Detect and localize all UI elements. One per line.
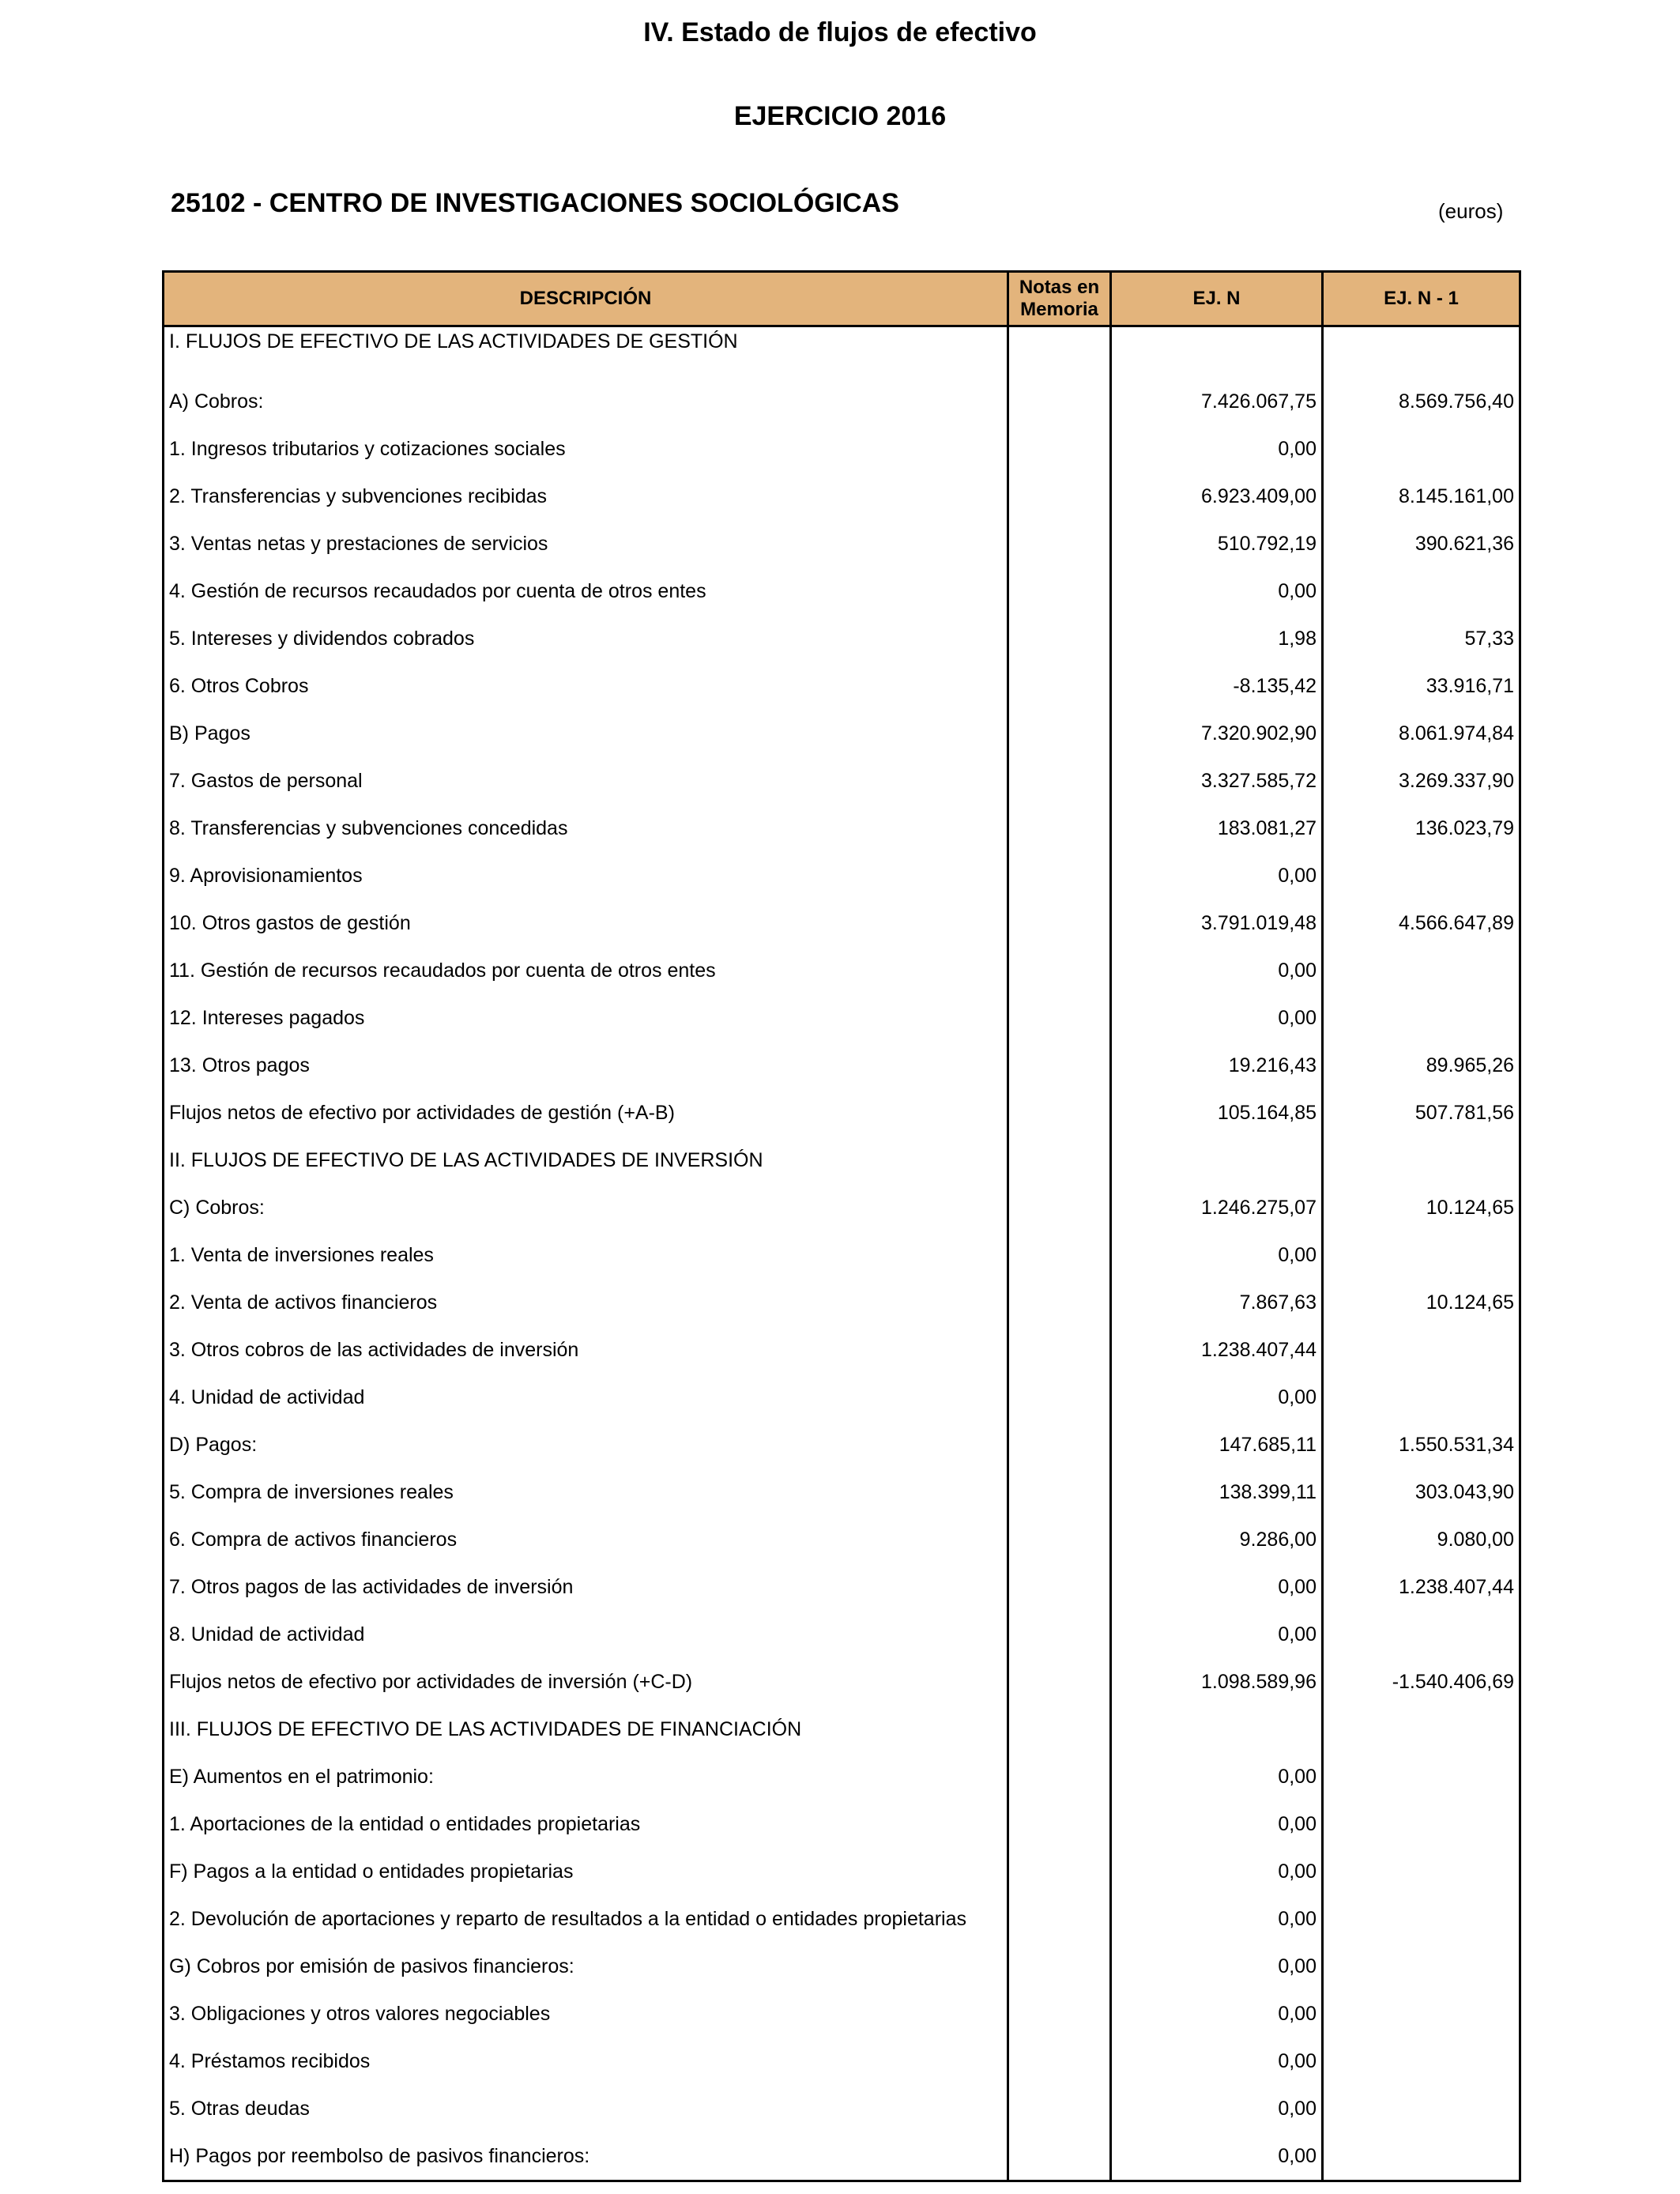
row-description: F) Pagos a la entidad o entidades propietarias — [164, 1848, 1008, 1895]
table-row — [164, 1943, 1520, 1990]
row-value-ej-n1 — [1323, 1231, 1520, 1279]
table-row — [164, 425, 1520, 473]
row-notes — [1008, 2038, 1111, 2085]
row-notes — [1008, 1800, 1111, 1848]
row-value-ej-n1: 89.965,26 — [1323, 1042, 1520, 1089]
row-description: 4. Gestión de recursos recaudados por cuenta de otros entes — [164, 567, 1008, 615]
row-description: Flujos netos de efectivo por actividades de gestión (+A-B) — [164, 1089, 1008, 1137]
row-notes — [1008, 947, 1111, 994]
row-notes — [1008, 1706, 1111, 1753]
row-description: 1. Venta de inversiones reales — [164, 1231, 1008, 1279]
row-value-ej-n: 19.216,43 — [1111, 1042, 1323, 1089]
row-value-ej-n: 6.923.409,00 — [1111, 473, 1323, 520]
row-value-ej-n1 — [1323, 1943, 1520, 1990]
table-row — [164, 1279, 1520, 1326]
currency-units: (euros) — [1438, 199, 1504, 223]
row-value-ej-n — [1111, 326, 1323, 379]
row-value-ej-n: 3.327.585,72 — [1111, 757, 1323, 805]
row-value-ej-n — [1111, 1137, 1323, 1184]
row-notes — [1008, 567, 1111, 615]
row-description: 6. Otros Cobros — [164, 662, 1008, 710]
row-value-ej-n: 0,00 — [1111, 1753, 1323, 1800]
column-header-ej-n: EJ. N — [1111, 272, 1323, 326]
row-value-ej-n1 — [1323, 1848, 1520, 1895]
row-notes — [1008, 2132, 1111, 2181]
row-description: 2. Transferencias y subvenciones recibidas — [164, 473, 1008, 520]
row-description: E) Aumentos en el patrimonio: — [164, 1753, 1008, 1800]
table-row — [164, 994, 1520, 1042]
row-notes — [1008, 1326, 1111, 1374]
row-value-ej-n: 0,00 — [1111, 994, 1323, 1042]
row-value-ej-n: 0,00 — [1111, 947, 1323, 994]
row-notes — [1008, 473, 1111, 520]
row-value-ej-n1: -1.540.406,69 — [1323, 1658, 1520, 1706]
row-notes — [1008, 852, 1111, 899]
row-notes — [1008, 615, 1111, 662]
row-value-ej-n1 — [1323, 1753, 1520, 1800]
row-notes — [1008, 994, 1111, 1042]
row-value-ej-n: 0,00 — [1111, 1611, 1323, 1658]
row-value-ej-n: 1.246.275,07 — [1111, 1184, 1323, 1231]
row-value-ej-n1: 303.043,90 — [1323, 1468, 1520, 1516]
row-value-ej-n1 — [1323, 1137, 1520, 1184]
row-value-ej-n: 0,00 — [1111, 1800, 1323, 1848]
row-notes — [1008, 2085, 1111, 2132]
table-row — [164, 1184, 1520, 1231]
row-notes — [1008, 378, 1111, 425]
row-value-ej-n: 1.238.407,44 — [1111, 1326, 1323, 1374]
row-notes — [1008, 1895, 1111, 1943]
row-description: 3. Ventas netas y prestaciones de servicios — [164, 520, 1008, 567]
table-row — [164, 899, 1520, 947]
table-row — [164, 1658, 1520, 1706]
row-value-ej-n1 — [1323, 425, 1520, 473]
table-row — [164, 2038, 1520, 2085]
row-description: 3. Obligaciones y otros valores negociables — [164, 1990, 1008, 2038]
row-value-ej-n: 0,00 — [1111, 1231, 1323, 1279]
table-row — [164, 1421, 1520, 1468]
row-value-ej-n: 0,00 — [1111, 1374, 1323, 1421]
row-value-ej-n: 0,00 — [1111, 1943, 1323, 1990]
fiscal-year-title: EJERCICIO 2016 — [733, 101, 947, 131]
row-value-ej-n1: 9.080,00 — [1323, 1516, 1520, 1563]
row-value-ej-n: 0,00 — [1111, 1895, 1323, 1943]
row-notes — [1008, 899, 1111, 947]
row-value-ej-n: 138.399,11 — [1111, 1468, 1323, 1516]
row-value-ej-n — [1111, 1706, 1323, 1753]
row-notes — [1008, 1848, 1111, 1895]
row-notes — [1008, 1374, 1111, 1421]
row-notes — [1008, 1468, 1111, 1516]
row-value-ej-n: 0,00 — [1111, 1563, 1323, 1611]
row-notes — [1008, 1990, 1111, 2038]
table-body — [164, 326, 1520, 2181]
row-value-ej-n: 0,00 — [1111, 567, 1323, 615]
row-value-ej-n: 3.791.019,48 — [1111, 899, 1323, 947]
column-header-descripcion: DESCRIPCIÓN — [164, 272, 1008, 326]
table-row — [164, 947, 1520, 994]
table-header-row — [164, 272, 1520, 326]
row-description: D) Pagos: — [164, 1421, 1008, 1468]
table-row — [164, 710, 1520, 757]
row-value-ej-n1 — [1323, 994, 1520, 1042]
row-description: 1. Ingresos tributarios y cotizaciones sociales — [164, 425, 1008, 473]
row-notes — [1008, 1611, 1111, 1658]
row-value-ej-n1 — [1323, 1706, 1520, 1753]
table-row — [164, 1089, 1520, 1137]
row-notes — [1008, 425, 1111, 473]
row-notes — [1008, 1042, 1111, 1089]
row-value-ej-n: 0,00 — [1111, 1848, 1323, 1895]
row-description: H) Pagos por reembolso de pasivos financieros: — [164, 2132, 1008, 2181]
table-row — [164, 1516, 1520, 1563]
table-row — [164, 1137, 1520, 1184]
entity-name: 25102 - CENTRO DE INVESTIGACIONES SOCIOLÓGICAS — [171, 188, 899, 218]
row-description: 10. Otros gastos de gestión — [164, 899, 1008, 947]
row-description: 8. Unidad de actividad — [164, 1611, 1008, 1658]
row-notes — [1008, 1089, 1111, 1137]
row-notes — [1008, 1516, 1111, 1563]
row-notes — [1008, 1753, 1111, 1800]
row-value-ej-n1 — [1323, 852, 1520, 899]
row-value-ej-n1 — [1323, 2085, 1520, 2132]
page-title: IV. Estado de flujos de efectivo — [643, 17, 1037, 47]
row-description: 5. Otras deudas — [164, 2085, 1008, 2132]
table-row — [164, 1800, 1520, 1848]
row-notes — [1008, 1658, 1111, 1706]
row-description: 2. Devolución de aportaciones y reparto de resultados a la entidad o entidades propietarias — [164, 1895, 1008, 1943]
row-notes — [1008, 710, 1111, 757]
table-row — [164, 805, 1520, 852]
row-description: Flujos netos de efectivo por actividades de inversión (+C-D) — [164, 1658, 1008, 1706]
row-value-ej-n1: 57,33 — [1323, 615, 1520, 662]
row-value-ej-n: 1.098.589,96 — [1111, 1658, 1323, 1706]
row-value-ej-n1: 8.061.974,84 — [1323, 710, 1520, 757]
row-notes — [1008, 757, 1111, 805]
row-value-ej-n1: 8.145.161,00 — [1323, 473, 1520, 520]
table-row — [164, 473, 1520, 520]
column-header-ej-n1: EJ. N - 1 — [1323, 272, 1520, 326]
table-row — [164, 1042, 1520, 1089]
row-value-ej-n1: 507.781,56 — [1323, 1089, 1520, 1137]
table-row — [164, 1706, 1520, 1753]
row-description: 6. Compra de activos financieros — [164, 1516, 1008, 1563]
row-description: III. FLUJOS DE EFECTIVO DE LAS ACTIVIDADES DE FINANCIACIÓN — [164, 1706, 1008, 1753]
table-row — [164, 1990, 1520, 2038]
row-description: B) Pagos — [164, 710, 1008, 757]
table-row — [164, 520, 1520, 567]
row-description: 4. Unidad de actividad — [164, 1374, 1008, 1421]
row-description: 12. Intereses pagados — [164, 994, 1008, 1042]
table-row — [164, 1753, 1520, 1800]
table-row — [164, 2085, 1520, 2132]
row-description: G) Cobros por emisión de pasivos financieros: — [164, 1943, 1008, 1990]
row-value-ej-n: -8.135,42 — [1111, 662, 1323, 710]
row-value-ej-n1 — [1323, 1990, 1520, 2038]
row-value-ej-n1: 136.023,79 — [1323, 805, 1520, 852]
row-value-ej-n: 0,00 — [1111, 852, 1323, 899]
table-row — [164, 378, 1520, 425]
table-row — [164, 567, 1520, 615]
row-value-ej-n: 1,98 — [1111, 615, 1323, 662]
row-value-ej-n1: 1.550.531,34 — [1323, 1421, 1520, 1468]
row-value-ej-n1: 390.621,36 — [1323, 520, 1520, 567]
row-value-ej-n: 0,00 — [1111, 2132, 1323, 2181]
row-value-ej-n1 — [1323, 1895, 1520, 1943]
row-notes — [1008, 1421, 1111, 1468]
row-notes — [1008, 1231, 1111, 1279]
row-description: 1. Aportaciones de la entidad o entidades propietarias — [164, 1800, 1008, 1848]
row-notes — [1008, 1137, 1111, 1184]
row-notes — [1008, 662, 1111, 710]
row-notes — [1008, 1184, 1111, 1231]
row-description: 4. Préstamos recibidos — [164, 2038, 1008, 2085]
row-value-ej-n: 7.320.902,90 — [1111, 710, 1323, 757]
row-value-ej-n1: 1.238.407,44 — [1323, 1563, 1520, 1611]
row-notes — [1008, 326, 1111, 379]
row-value-ej-n1 — [1323, 947, 1520, 994]
table-row — [164, 326, 1520, 379]
row-description: 5. Intereses y dividendos cobrados — [164, 615, 1008, 662]
table-row — [164, 1848, 1520, 1895]
row-value-ej-n1: 4.566.647,89 — [1323, 899, 1520, 947]
row-notes — [1008, 1563, 1111, 1611]
row-value-ej-n: 147.685,11 — [1111, 1421, 1323, 1468]
table-row — [164, 1611, 1520, 1658]
column-header-notas: Notas en Memoria — [1008, 272, 1111, 326]
table-row — [164, 852, 1520, 899]
table-row — [164, 2132, 1520, 2181]
table-row — [164, 1374, 1520, 1421]
row-description: 8. Transferencias y subvenciones concedidas — [164, 805, 1008, 852]
row-value-ej-n: 0,00 — [1111, 2038, 1323, 2085]
table-row — [164, 1231, 1520, 1279]
row-notes — [1008, 805, 1111, 852]
table-row — [164, 662, 1520, 710]
row-notes — [1008, 520, 1111, 567]
row-value-ej-n: 183.081,27 — [1111, 805, 1323, 852]
row-description: 9. Aprovisionamientos — [164, 852, 1008, 899]
row-description: 5. Compra de inversiones reales — [164, 1468, 1008, 1516]
row-value-ej-n: 0,00 — [1111, 2085, 1323, 2132]
table-row — [164, 1468, 1520, 1516]
row-value-ej-n1 — [1323, 567, 1520, 615]
row-value-ej-n: 9.286,00 — [1111, 1516, 1323, 1563]
row-value-ej-n1 — [1323, 1800, 1520, 1848]
row-description: I. FLUJOS DE EFECTIVO DE LAS ACTIVIDADES DE GESTIÓN — [164, 326, 1008, 379]
row-value-ej-n: 105.164,85 — [1111, 1089, 1323, 1137]
row-description: 11. Gestión de recursos recaudados por cuenta de otros entes — [164, 947, 1008, 994]
row-description: A) Cobros: — [164, 378, 1008, 425]
row-description: C) Cobros: — [164, 1184, 1008, 1231]
row-value-ej-n1 — [1323, 1374, 1520, 1421]
cash-flow-table — [162, 270, 1521, 2182]
row-value-ej-n: 0,00 — [1111, 425, 1323, 473]
row-description: 13. Otros pagos — [164, 1042, 1008, 1089]
row-description: 3. Otros cobros de las actividades de inversión — [164, 1326, 1008, 1374]
row-notes — [1008, 1279, 1111, 1326]
row-value-ej-n: 510.792,19 — [1111, 520, 1323, 567]
row-description: 2. Venta de activos financieros — [164, 1279, 1008, 1326]
row-description: II. FLUJOS DE EFECTIVO DE LAS ACTIVIDADES DE INVERSIÓN — [164, 1137, 1008, 1184]
row-value-ej-n: 7.426.067,75 — [1111, 378, 1323, 425]
table-row — [164, 1895, 1520, 1943]
table-row — [164, 1563, 1520, 1611]
row-value-ej-n: 7.867,63 — [1111, 1279, 1323, 1326]
row-value-ej-n1 — [1323, 2132, 1520, 2181]
row-value-ej-n1: 10.124,65 — [1323, 1184, 1520, 1231]
row-value-ej-n1 — [1323, 1326, 1520, 1374]
row-description: 7. Gastos de personal — [164, 757, 1008, 805]
row-description: 7. Otros pagos de las actividades de inversión — [164, 1563, 1008, 1611]
row-value-ej-n1: 33.916,71 — [1323, 662, 1520, 710]
table-row — [164, 1326, 1520, 1374]
row-value-ej-n: 0,00 — [1111, 1990, 1323, 2038]
table-row — [164, 757, 1520, 805]
row-value-ej-n1 — [1323, 2038, 1520, 2085]
row-value-ej-n1 — [1323, 326, 1520, 379]
row-value-ej-n1: 8.569.756,40 — [1323, 378, 1520, 425]
table-row — [164, 615, 1520, 662]
row-value-ej-n1: 3.269.337,90 — [1323, 757, 1520, 805]
row-value-ej-n1 — [1323, 1611, 1520, 1658]
row-notes — [1008, 1943, 1111, 1990]
row-value-ej-n1: 10.124,65 — [1323, 1279, 1520, 1326]
